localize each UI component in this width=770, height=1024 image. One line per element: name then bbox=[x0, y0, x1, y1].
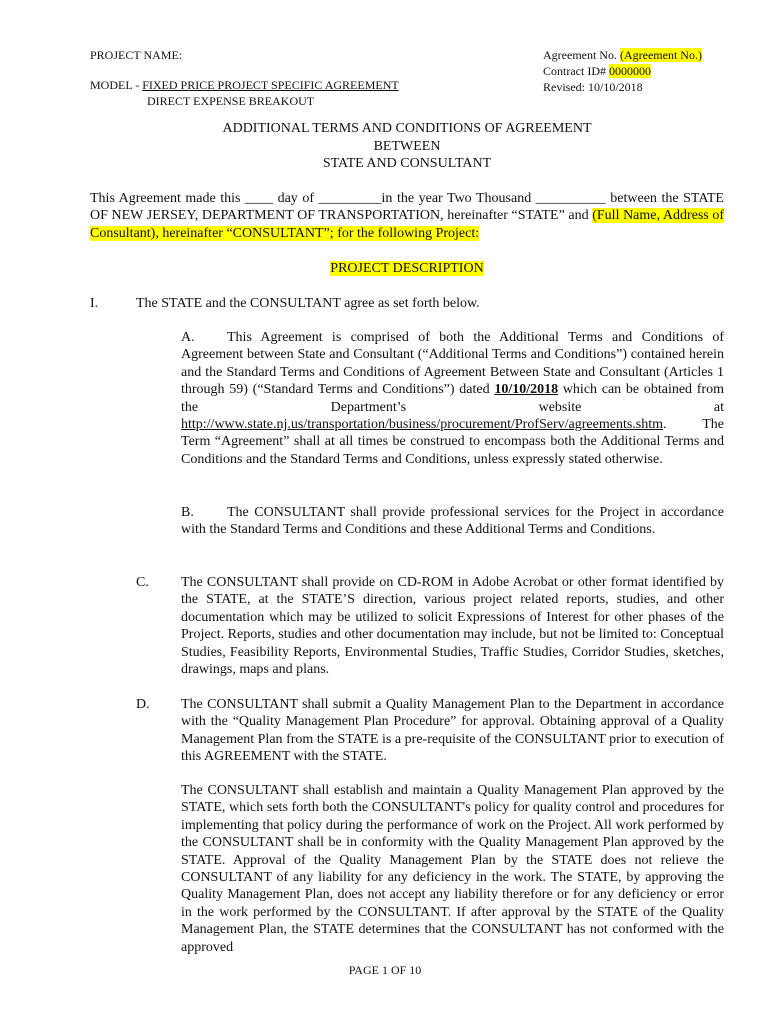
project-name-label: PROJECT NAME: bbox=[90, 48, 183, 62]
intro-text: This Agreement made this ____ day of _________in the year Two Thousand __________ between the STATE OF NEW JERSEY, DEPARTMENT OF TRANSPORTATION, hereinafter “STATE” and bbox=[90, 191, 724, 224]
title-line-2: BETWEEN bbox=[373, 138, 441, 154]
item-a-label: A. bbox=[181, 330, 195, 345]
item-d-continued: The CONSULTANT shall establish and maintain a Quality Management Plan approved by the STATE, which sets forth both the CONSULTANT's policy for quality control and procedures for implementing that policy during the performance of work on the Project. All work performed by the CONSULTANT shall be in conformity with the Quality Management Plan approved by the STATE. Approval of the Quality Management Plan by the STATE does not relieve the CONSULTANT of any liability for any deficiency in the work. The STATE, by approving the Quality Management Plan, does not accept any liability therefore or for any deficiency or error in the work performed by the CONSULTANT. If after approval by the STATE of the Quality Management Plan, the STATE determines that the CONSULTANT has not conformed with the approved bbox=[181, 783, 724, 955]
item-c bbox=[136, 574, 724, 678]
item-c-text: The CONSULTANT shall provide on CD-ROM in Adobe Acrobat or other format identified by the STATE, at the STATE’S direction, various project related reports, studies, and other documentation which may be utilized to solicit Expressions of Interest for other phases of the Project. Reports, studies and other documentation may include, but not be limited to: Conceptual Studies, Feasibility Reports, Environmental Studies, Traffic Studies, Corridor Studies, sketches, drawings, maps and plans. bbox=[181, 575, 724, 678]
item-d-text: The CONSULTANT shall submit a Quality Management Plan to the Department in accordance with the “Quality Management Plan Procedure” for approval. Obtaining approval of a Quality Management Plan from the STATE is a pre-requisite of the CONSULTANT prior to execution of this AGREEMENT with the STATE. bbox=[181, 697, 724, 765]
item-b-label: B. bbox=[181, 505, 194, 520]
model-subtitle: DIRECT EXPENSE BREAKOUT bbox=[147, 94, 315, 108]
item-c-label: C. bbox=[136, 575, 149, 590]
agreement-label: Agreement No. bbox=[543, 48, 620, 62]
contract-value: 0000000 bbox=[608, 64, 651, 78]
project-description-heading bbox=[90, 260, 724, 277]
item-a-text2: which can be obtained from the Department’s website at bbox=[181, 382, 724, 415]
revised-line: Revised: 10/10/2018 bbox=[543, 80, 643, 94]
intro-paragraph bbox=[90, 190, 724, 242]
item-a bbox=[181, 329, 724, 468]
agreement-value: (Agreement No.) bbox=[619, 48, 702, 62]
model-title: FIXED PRICE PROJECT SPECIFIC AGREEMENT bbox=[142, 78, 399, 92]
item-a-date: 10/10/2018 bbox=[494, 382, 559, 398]
contract-label: Contract ID# bbox=[543, 64, 609, 78]
item-a-text3: . The Term “Agreement” shall at all times be construed to encompass both the Additional Terms and Conditions and the Standard Terms and Conditions, unless expressly stated otherwise. bbox=[181, 417, 724, 467]
agreement-line bbox=[543, 47, 743, 63]
intro-highlight: (Full Name, Address of Consultant), hereinafter “CONSULTANT”; for the following Project: bbox=[90, 208, 724, 241]
item-b-text: The CONSULTANT shall provide professional services for the Project in accordance with the Standard Terms and Conditions and these Additional Terms and Conditions. bbox=[181, 505, 724, 538]
section-number: I. bbox=[90, 296, 99, 311]
title-line-1: ADDITIONAL TERMS AND CONDITIONS OF AGREEMENT bbox=[222, 121, 592, 136]
header-right bbox=[543, 47, 743, 95]
model-line bbox=[90, 77, 470, 93]
contract-line bbox=[543, 63, 743, 79]
title-line-3: STATE AND CONSULTANT bbox=[322, 156, 492, 171]
header-left bbox=[90, 47, 470, 109]
project-description-label: PROJECT DESCRIPTION bbox=[330, 261, 484, 276]
item-d-label: D. bbox=[136, 697, 150, 712]
item-b bbox=[181, 504, 724, 539]
section-text: The STATE and the CONSULTANT agree as set forth below. bbox=[136, 296, 480, 311]
page-footer: PAGE 1 OF 10 bbox=[348, 963, 422, 977]
agreements-link[interactable]: http://www.state.nj.us/transportation/business/procurement/ProfServ/agreements.shtm bbox=[181, 417, 664, 433]
item-a-text1: This Agreement is comprised of both the Additional Terms and Conditions of Agreement between State and Consultant (“Additional Terms and Conditions”) contained herein and the Standard Terms and Conditions of Agreement Between State and Consultant (Articles 1 through 59) (“Standard Terms and Conditions”) dated bbox=[181, 330, 724, 398]
model-prefix: MODEL - bbox=[90, 78, 143, 92]
document-title bbox=[90, 120, 724, 173]
item-d bbox=[136, 696, 724, 766]
